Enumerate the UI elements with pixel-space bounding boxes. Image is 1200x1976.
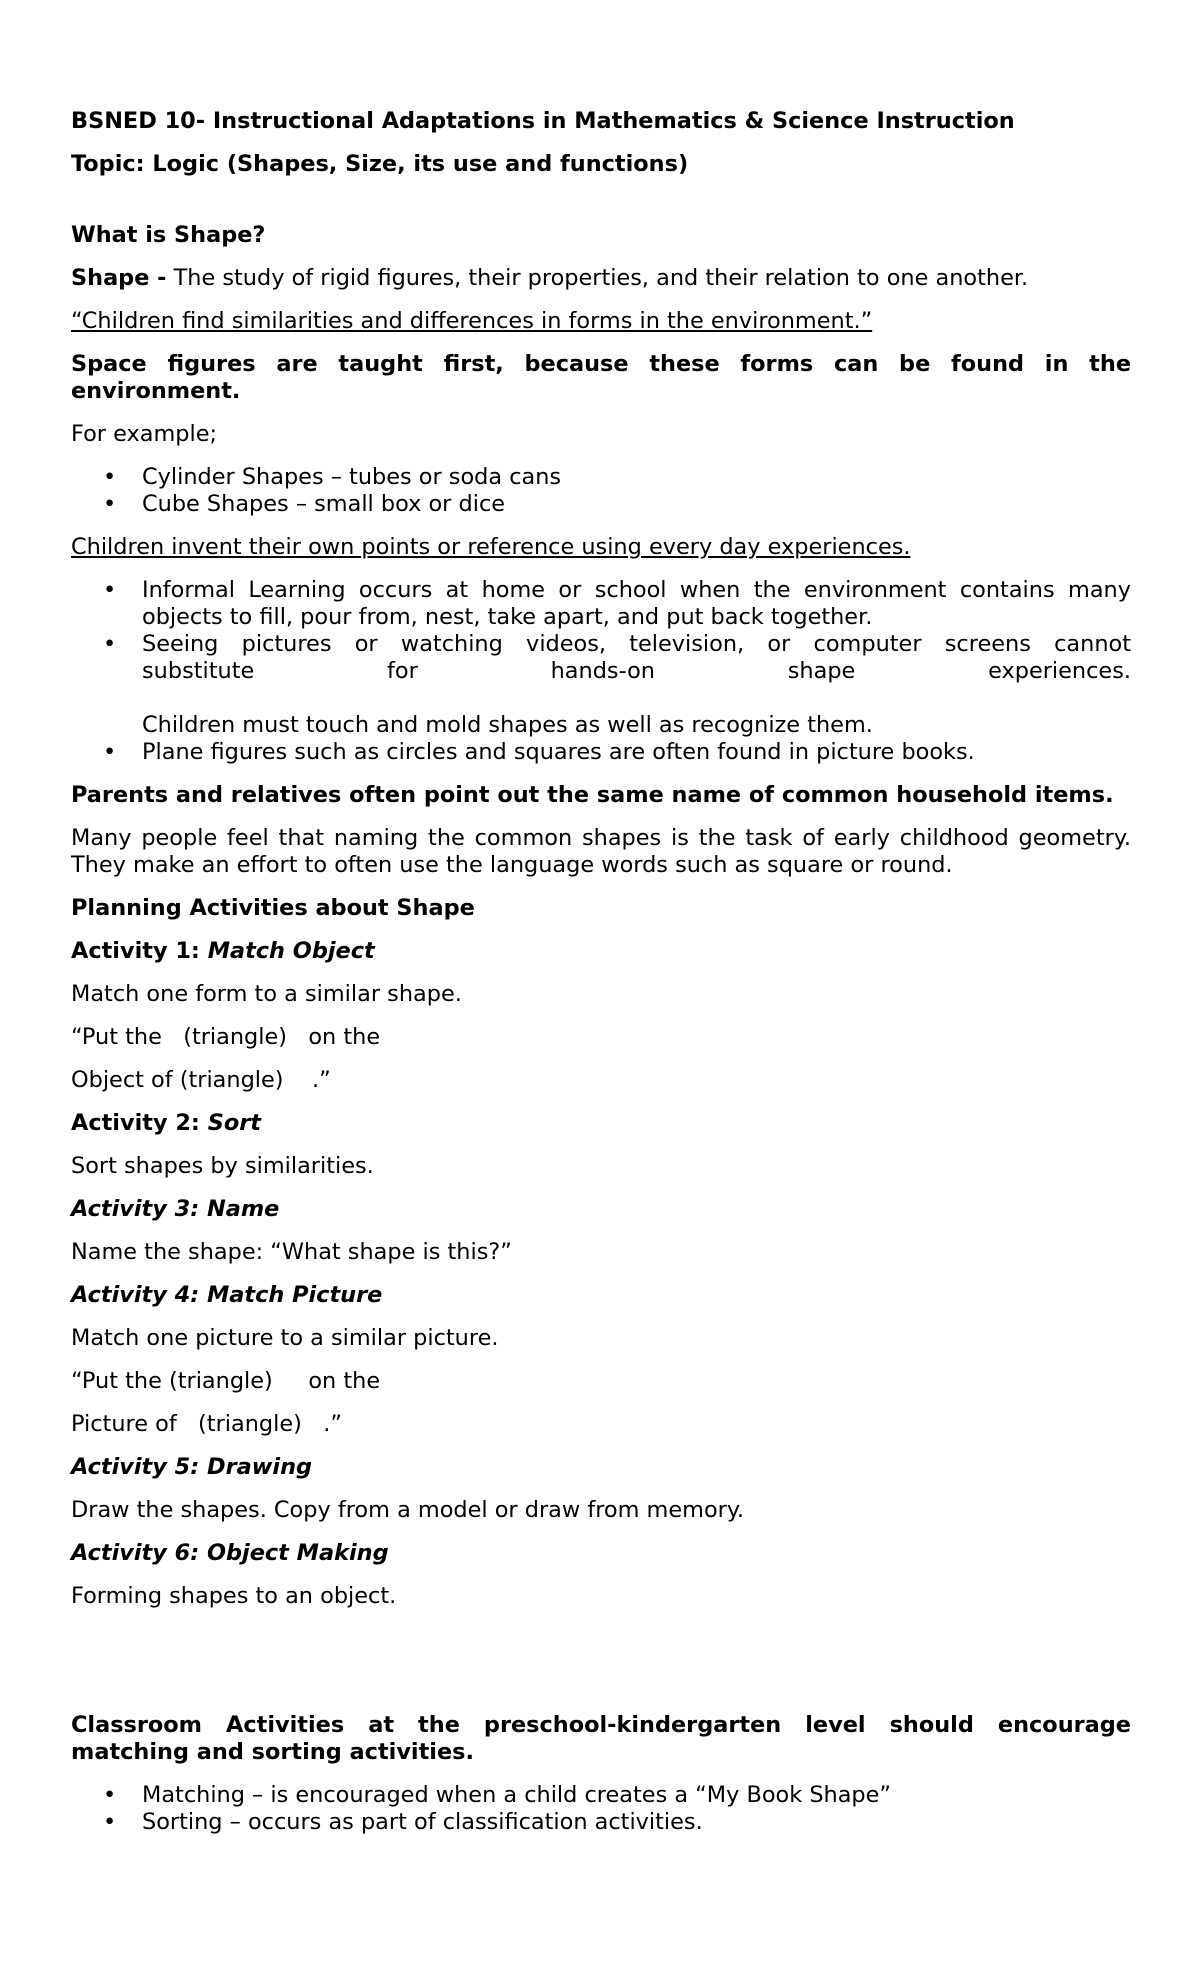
activity-4-line-1: “Put the (triangle) on the: [71, 1368, 381, 1394]
invent-note: Children invent their own points or reference using every day experiences.: [71, 534, 911, 560]
activity-1-desc: Match one form to a similar shape.: [71, 981, 462, 1007]
planning-heading: Planning Activities about Shape: [71, 895, 475, 921]
activity-4-line-2: Picture of (triangle) .”: [71, 1411, 342, 1437]
activity-1-line-2: Object of (triangle) .”: [71, 1067, 331, 1093]
list-item: • Plane figures such as circles and squares are often found in picture books.: [71, 739, 1131, 766]
classroom-list: [71, 1782, 1131, 1836]
list-item: [71, 631, 1131, 739]
activity-3-desc: Name the shape: “What shape is this?”: [71, 1239, 512, 1265]
list-item: • Matching – is encouraged when a child creates a “My Book Shape”: [71, 1782, 1131, 1809]
activity-2-desc: Sort shapes by similarities.: [71, 1153, 374, 1179]
learning-points-list: [71, 577, 1131, 766]
shape-definition-text: The study of rigid figures, their properties, and their relation to one another.: [166, 265, 1029, 291]
activity-5-title: Activity 5: Drawing: [71, 1454, 313, 1480]
children-quote: “Children find similarities and differences in forms in the environment.”: [71, 308, 873, 334]
document-page: [71, 108, 1131, 1836]
activity-4-title: Activity 4: Match Picture: [71, 1282, 383, 1308]
seeing-line-2: substitute for hands-on shape experiences.: [142, 658, 1131, 684]
list-item: • Cube Shapes – small box or dice: [71, 491, 1131, 518]
shape-definition-term: Shape -: [71, 265, 167, 291]
activity-2-title: Activity 2: Sort: [71, 1110, 261, 1136]
activity-4-desc: Match one picture to a similar picture.: [71, 1325, 499, 1351]
course-title: BSNED 10- Instructional Adaptations in Mathematics & Science Instruction: [71, 108, 1015, 134]
for-example-label: For example;: [71, 421, 218, 447]
classroom-heading: Classroom Activities at the preschool-kindergarten level should encourage matching and sorting activities.: [71, 1712, 1131, 1765]
shape-definition: [71, 265, 1131, 292]
what-is-shape-heading: What is Shape?: [71, 222, 266, 248]
list-item: • Informal Learning occurs at home or school when the environment contains many objects to fill, pour from, nest, take apart, and put back together.: [71, 577, 1131, 631]
seeing-line-1: • Seeing pictures or watching videos, television, or computer screens cannot: [142, 631, 1131, 657]
parents-statement: Parents and relatives often point out the same name of common household items.: [71, 782, 1114, 808]
list-item: • Sorting – occurs as part of classification activities.: [71, 1809, 1131, 1836]
topic-title: Topic: Logic (Shapes, Size, its use and functions): [71, 151, 689, 177]
list-item: • Cylinder Shapes – tubes or soda cans: [71, 464, 1131, 491]
seeing-line-3: Children must touch and mold shapes as well as recognize them.: [142, 712, 873, 738]
activity-1-line-1: “Put the (triangle) on the: [71, 1024, 381, 1050]
activity-5-desc: Draw the shapes. Copy from a model or draw from memory.: [71, 1497, 745, 1523]
activity-6-title: Activity 6: Object Making: [71, 1540, 389, 1566]
examples-list: [71, 464, 1131, 518]
activity-1-title: Activity 1: Match Object: [71, 938, 375, 964]
activity-6-desc: Forming shapes to an object.: [71, 1583, 397, 1609]
many-people-paragraph: Many people feel that naming the common shapes is the task of early childhood geometry. They make an effort to often use the language words such as square or round.: [71, 825, 1131, 878]
activity-3-title: Activity 3: Name: [71, 1196, 280, 1222]
space-figures-statement: Space figures are taught first, because these forms can be found in the environment.: [71, 351, 1131, 404]
